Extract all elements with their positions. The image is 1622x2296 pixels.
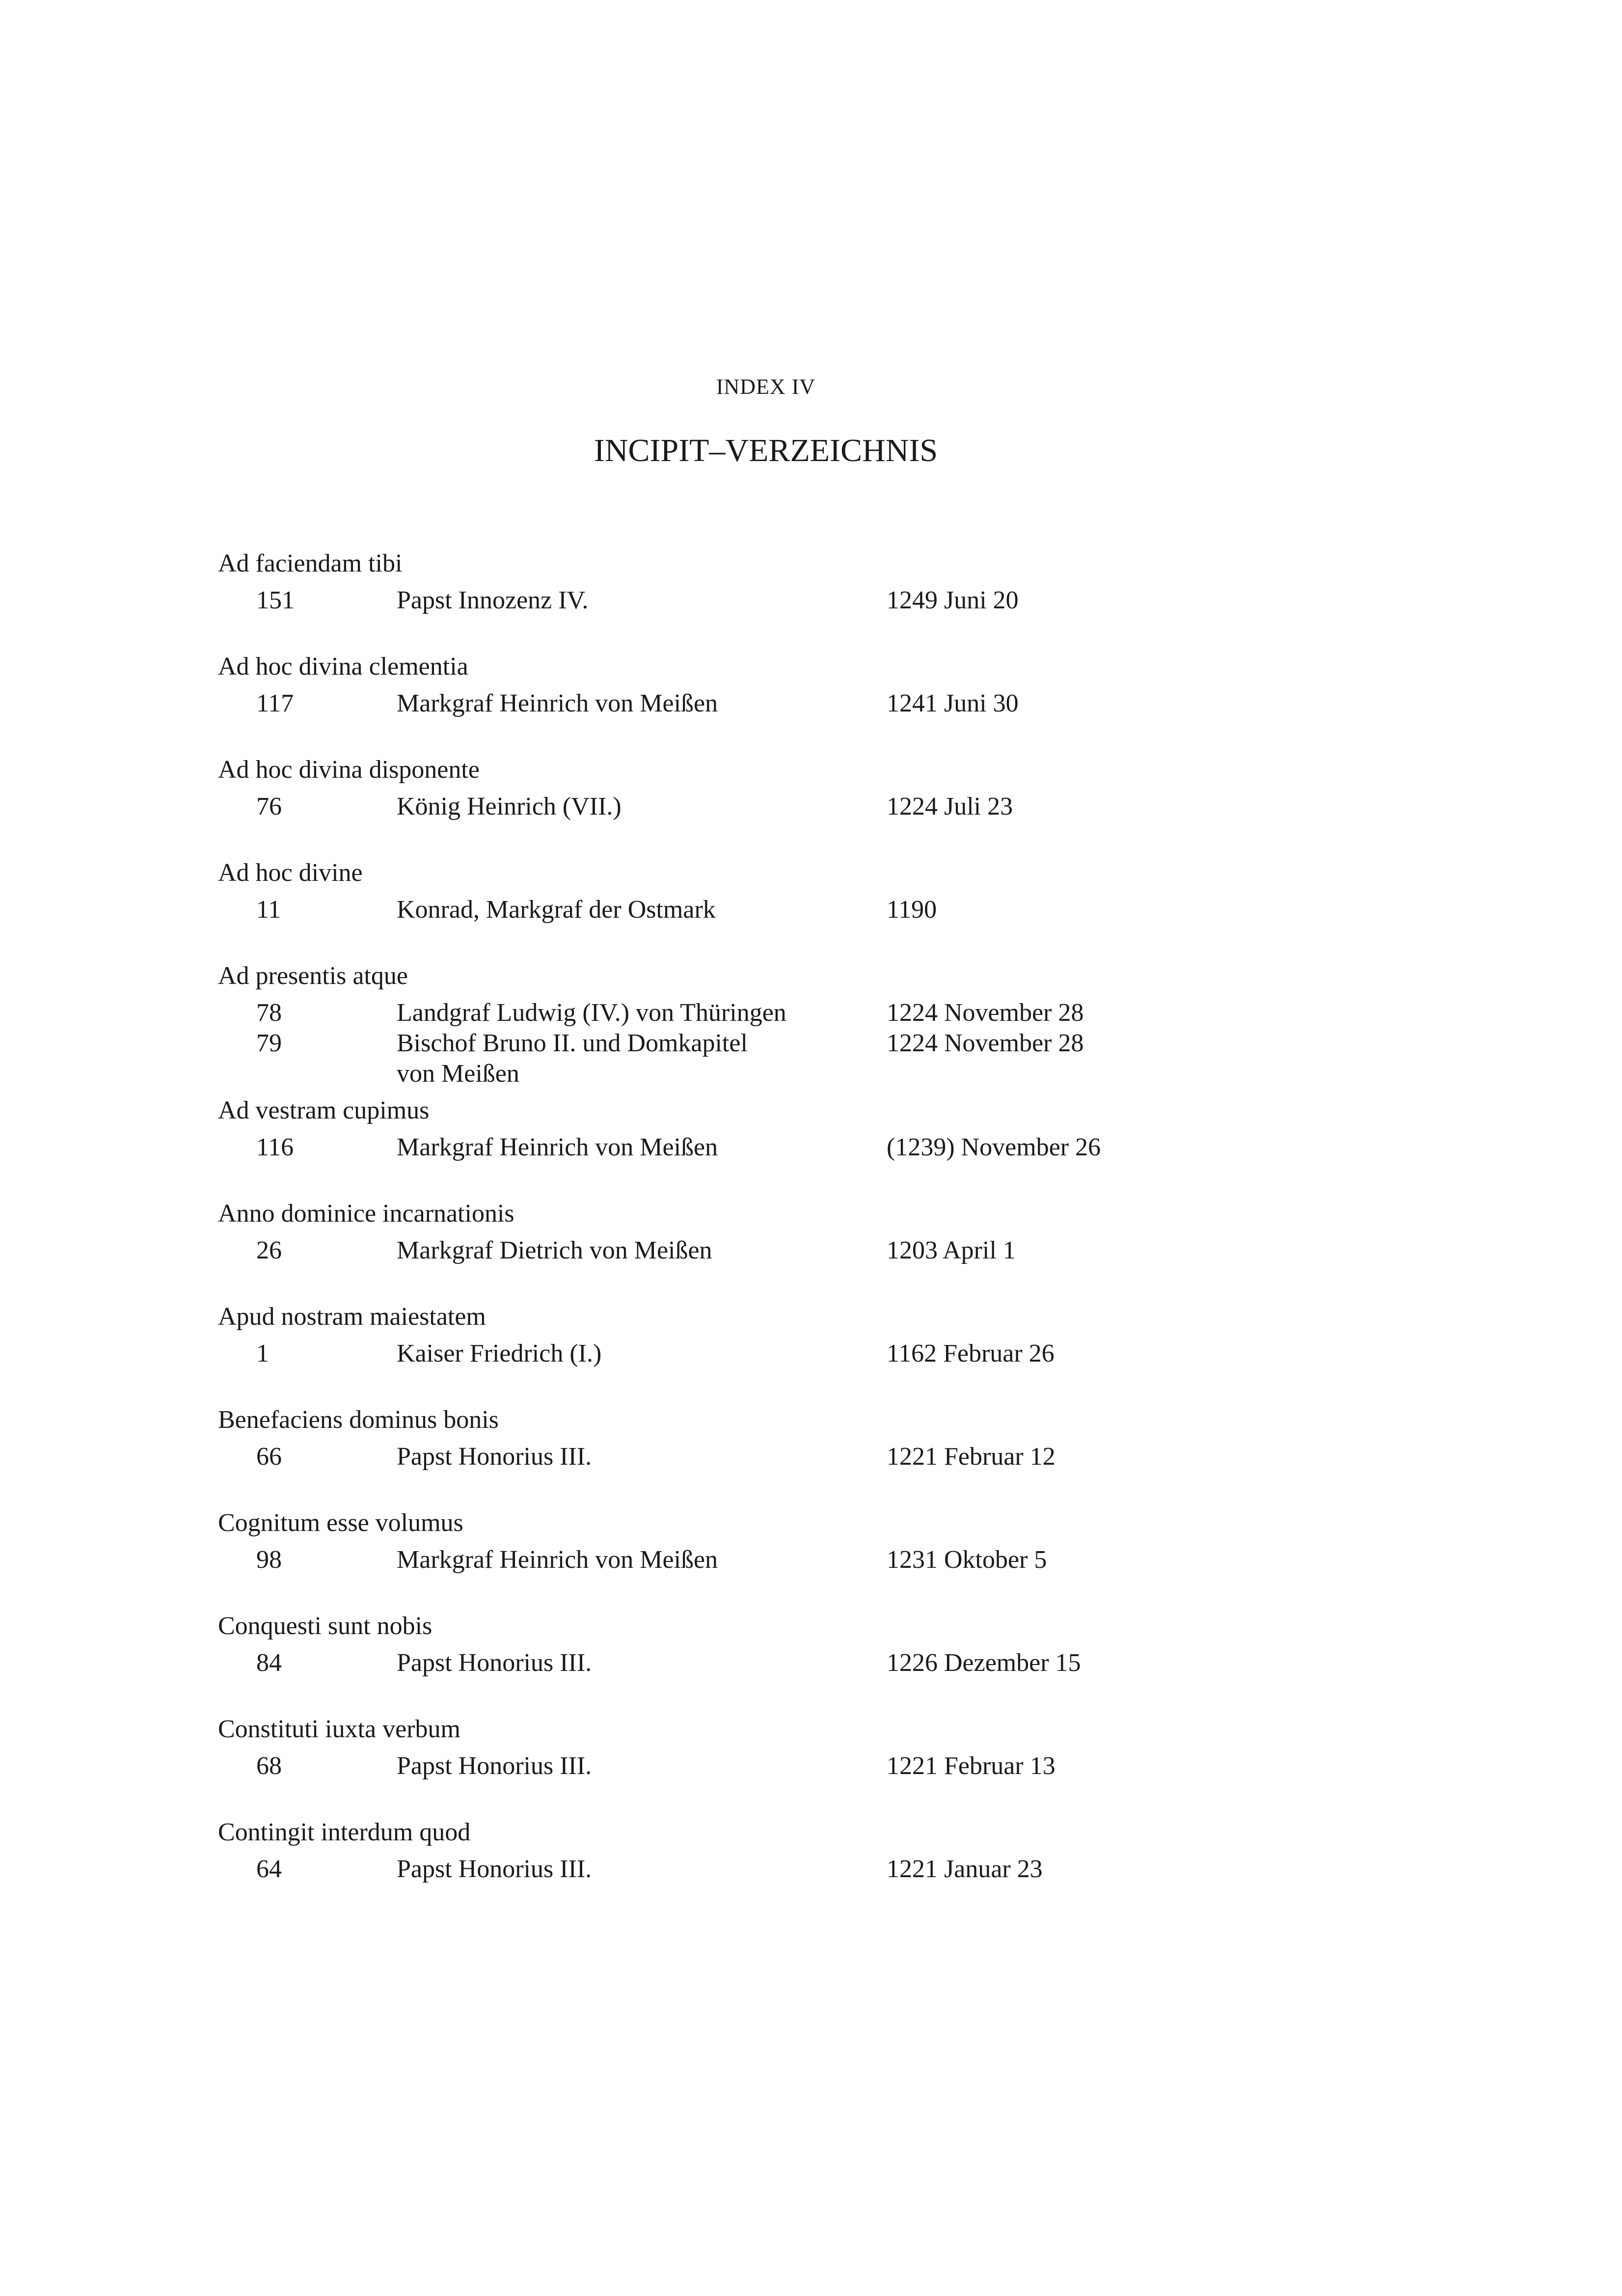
document-date: 1221 Februar 12	[887, 1443, 1055, 1471]
index-entry	[218, 1507, 1396, 1611]
page-title: INCIPIT–VERZEICHNIS	[594, 433, 938, 468]
index-entry	[218, 1817, 1396, 1920]
index-entry	[218, 1714, 1396, 1817]
incipit-heading: Ad presentis atque	[218, 962, 408, 990]
document-date: 1224 November 28	[887, 1029, 1084, 1057]
index-row	[218, 1854, 1396, 1885]
document-number: 79	[256, 1029, 282, 1057]
issuer: Papst Honorius III.	[397, 1443, 592, 1471]
document-date: 1226 Dezember 15	[887, 1649, 1081, 1677]
incipit-index-list	[218, 548, 1396, 1920]
index-entry	[218, 857, 1396, 960]
index-row	[218, 895, 1396, 925]
issuer: Papst Honorius III.	[397, 1752, 592, 1780]
document-number: 98	[256, 1546, 282, 1574]
issuer: Markgraf Heinrich von Meißen	[397, 1546, 718, 1574]
index-entry	[218, 548, 1396, 651]
document-date: 1162 Februar 26	[887, 1339, 1054, 1367]
document-number: 1	[256, 1339, 269, 1367]
index-row	[218, 1648, 1396, 1678]
index-row	[218, 792, 1396, 822]
incipit-heading: Anno dominice incarnationis	[218, 1200, 514, 1228]
index-row	[218, 585, 1396, 616]
incipit-heading: Cognitum esse volumus	[218, 1509, 463, 1537]
issuer: Markgraf Heinrich von Meißen	[397, 689, 718, 717]
document-date: 1241 Juni 30	[887, 689, 1019, 717]
incipit-heading: Conquesti sunt nobis	[218, 1612, 433, 1640]
index-row	[218, 1059, 1396, 1089]
document-number: 151	[256, 586, 295, 614]
index-row	[218, 1028, 1396, 1059]
issuer: von Meißen	[397, 1060, 519, 1088]
incipit-heading: Ad hoc divina disponente	[218, 756, 480, 784]
incipit-heading: Constituti iuxta verbum	[218, 1715, 460, 1743]
index-entry	[218, 651, 1396, 754]
document-number: 78	[256, 999, 282, 1027]
issuer: Papst Innozenz IV.	[397, 586, 589, 614]
document-number: 116	[256, 1133, 294, 1161]
document-date: 1224 Juli 23	[887, 793, 1013, 820]
index-row	[218, 1545, 1396, 1575]
index-entry	[218, 1095, 1396, 1198]
issuer: Konrad, Markgraf der Ostmark	[397, 896, 716, 924]
document-date: 1249 Juni 20	[887, 586, 1019, 614]
index-entry	[218, 960, 1396, 1095]
index-row	[218, 1442, 1396, 1472]
issuer: Markgraf Dietrich von Meißen	[397, 1236, 712, 1264]
index-entry	[218, 1611, 1396, 1714]
document-date: 1203 April 1	[887, 1236, 1016, 1264]
document-number: 11	[256, 896, 281, 924]
incipit-heading: Contingit interdum quod	[218, 1818, 471, 1846]
index-entry	[218, 1198, 1396, 1301]
issuer: Markgraf Heinrich von Meißen	[397, 1133, 718, 1161]
document-date: 1221 Januar 23	[887, 1855, 1043, 1883]
issuer: König Heinrich (VII.)	[397, 793, 622, 820]
document-number: 117	[256, 689, 294, 717]
index-entry	[218, 1301, 1396, 1404]
issuer: Kaiser Friedrich (I.)	[397, 1339, 602, 1367]
index-row	[218, 1235, 1396, 1266]
document-date: 1224 November 28	[887, 999, 1084, 1027]
issuer: Papst Honorius III.	[397, 1855, 592, 1883]
incipit-heading: Ad vestram cupimus	[218, 1096, 430, 1124]
index-row	[218, 1339, 1396, 1369]
document-number: 76	[256, 793, 282, 820]
document-number: 84	[256, 1649, 282, 1677]
issuer: Papst Honorius III.	[397, 1649, 592, 1677]
incipit-heading: Ad faciendam tibi	[218, 549, 403, 577]
incipit-heading: Ad hoc divine	[218, 859, 363, 887]
document-number: 64	[256, 1855, 282, 1883]
document-date: 1231 Oktober 5	[887, 1546, 1047, 1574]
index-entry	[218, 754, 1396, 857]
incipit-heading: Apud nostram maiestatem	[218, 1303, 486, 1331]
incipit-heading: Ad hoc divina clementia	[218, 653, 468, 681]
index-row	[218, 1132, 1396, 1163]
document-number: 66	[256, 1443, 282, 1471]
document-number: 26	[256, 1236, 282, 1264]
document-date: 1190	[887, 896, 937, 924]
document-number: 68	[256, 1752, 282, 1780]
index-entry	[218, 1404, 1396, 1507]
index-row	[218, 1751, 1396, 1781]
issuer: Bischof Bruno II. und Domkapitel	[397, 1029, 748, 1057]
issuer: Landgraf Ludwig (IV.) von Thüringen	[397, 999, 786, 1027]
document-date: 1221 Februar 13	[887, 1752, 1055, 1780]
index-row	[218, 688, 1396, 719]
index-row	[218, 998, 1396, 1028]
document-date: (1239) November 26	[887, 1133, 1101, 1161]
incipit-heading: Benefaciens dominus bonis	[218, 1406, 499, 1434]
index-label: INDEX IV	[716, 375, 816, 399]
